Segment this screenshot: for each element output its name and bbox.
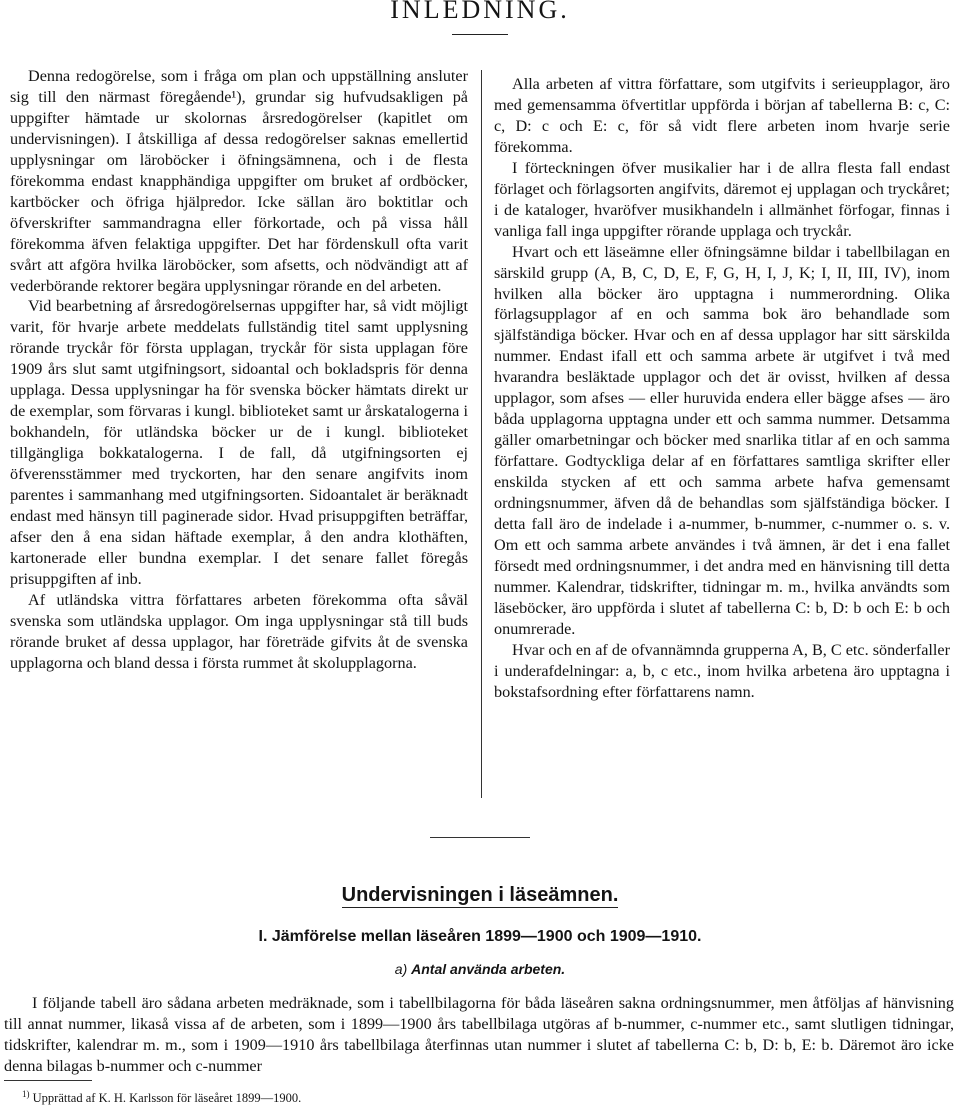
column-divider [481,70,482,798]
section-rule [430,837,530,838]
footnote-text: Upprättad af K. H. Karlsson för läseåret 1899—1900. [32,1091,302,1106]
paragraph: Hvar och en af de ofvannämnda grupperna A, B, C etc. sönderfaller i underafdelningar: a, b, c etc., inom hvilka arbetena äro upptagna i bokstafsordning efter författarens namn. [494,640,950,701]
running-head: INLEDNING. [390,0,570,24]
paragraph: Alla arbeten af vittra författare, som utgifvits i serieupplagor, äro med gemensamma öfvertitlar uppförda i början af tabellerna B: c, C: c, D: c och E: c, för så vidt flere arbeten inom hvarje serie förekomma. [494,75,950,156]
subsection-title: I. Jämförelse mellan läseåren 1899—1900 och 1909—1910. [258,928,702,945]
right-column [494,74,950,703]
footnote-rule [4,1080,92,1081]
footnote [22,1086,301,1106]
left-column [10,66,468,674]
paragraph: Denna redogörelse, som i fråga om plan och uppställning ansluter sig till den närmast föregående¹), grundar sig hufvudsakligen på uppgifter hämtade ur skolornas årsredogörelser (kapitlet om undervisningen). I åtskilliga af dessa redogörelser saknas emellertid upplysningar om läroböcker i öfningsämnena, och i de flesta förekomma endast knapphändiga uppgifter om bruket af ordböcker, kartböcker och öfriga hjälpredor. Icke sällan äro boktitlar och öfverskrifter sammandragna eller förkortade, och på vissa håll förekomma äfven felaktiga uppgifter. Det har fördenskull ofta varit svårt att afgöra hvilka läroböcker, som afsetts, och nödvändigt att af vederbörande rektorer begära upplysningar rörande en del arbeten. [10,67,468,295]
subsubsection-title [0,960,960,978]
paragraph: Hvart och ett läseämne eller öfningsämne bildar i tabellbilagan en särskild grupp (A, B, C, D, E, F, G, H, I, J, K; I, II, III, IV), inom hvilken alla böcker äro upptagna i nummerordning. Olika förlagsupplagor af en och samma bok äro behandlade som själfständiga böcker. Hvar och en af dessa upplagor har sitt särskilda nummer. Endast ifall ett och samma arbete är utgifvet i två med hvarandra besläktade upplagor och det är ovisst, hvilken af dessa upplagor, som afses — eller huruvida endera eller bägge afses — äro båda upplagorna upptagna under ett och samma nummer. Detsamma gäller omarbetningar och böcker med snarlika titlar af en och samma författare. Godtyckliga delar af en författares samtliga skrifter eller enskilda stycken af ett och samma arbete hafva gemensamt ordningsnummer, äfven då de behandlas som själfständiga böcker. I detta fall äro de indelade i a-nummer, b-nummer, c-nummer o. s. v. Om ett och samma arbete användes i två ämnen, är det i ena fallet försedt med ordningsnummer, i det andra med en hänvisning till detta nummer. Kalendrar, tidskrifter, tidningar m. m., hvilka användts som läseböcker, äro uppförda i slutet af tabellerna C: b, D: b och E: b och onumrerade. [494,242,950,638]
paragraph: Af utländska vittra författares arbeten förekomma ofta såväl svenska som utländska upplagor. Om inga upplysningar stå till buds rörande bruket af dessa upplagor, har företräde gifvits åt de svenska upplagorna och bland dessa i första rummet åt skolupplagorna. [10,590,468,672]
paragraph: I förteckningen öfver musikalier har i de allra flesta fall endast förlaget och förlagsorten angifvits, däremot ej upplagan och tryckåret; i de kataloger, hvaröfver musikhandeln i allmänhet förfogar, finnas i vanliga fall inga uppgifter rörande upplaga och tryckår. [494,158,950,240]
body-text [4,993,954,1077]
paragraph: I följande tabell äro sådana arbeten medräknade, som i tabellbilagorna för båda läseåren sakna ordningsnummer, men åtföljas af hänvisning till annat nummer, likaså vissa af de arbeten, som i 1899—1900 års tabellbilaga utgöras af b-nummer, c-nummer etc., samt slutligen tidningar, tidskrifter, kalendrar m. m., som i 1909—1910 års tabellbilaga återfinnas utan nummer i slutet af tabellerna C: b, D: b, E: b. Däremot äro icke denna bilagas b-nummer och c-nummer [4,994,954,1075]
subsubsection-letter: a) [394,961,408,977]
header-rule [452,34,508,35]
paragraph: Vid bearbetning af årsredogörelsernas uppgifter har, så vidt möjligt varit, för hvarje arbete meddelats fullständig titel samt upplysning rörande tryckår för första upplagan, tryckår för sista upplagan före 1909 års slut samt utgifningsort, sidoantal och bokladspris för denna upplaga. Dessa upplysningar ha för svenska böcker hämtats direkt ur de exemplar, som förvaras i kungl. biblioteket samt ur årskatalogerna i bokhandeln, för utländska böcker ur de i kungl. biblioteket tillgängliga bokkatalogerna. I de fall, då utgifningsorten ej öfverensstämmer med tryckorten, har den senare angifvits inom parentes i sammanhang med utgifningsorten. Sidoantalet är beräknadt endast med hänsyn till paginerade sidor. Hvad prisuppgiften beträffar, afser den å ena sidan häftade exemplar, å den andra klothäften, kartonerade eller bundna exemplar. I det senare fallet föregås prisuppgiften af inb. [10,297,468,588]
section-title-text: Undervisningen i läseämnen. [341,884,619,906]
subsubsection-text: Antal använda arbeten. [411,961,566,977]
section-title [0,883,960,907]
footnote-mark: 1) [22,1089,30,1099]
